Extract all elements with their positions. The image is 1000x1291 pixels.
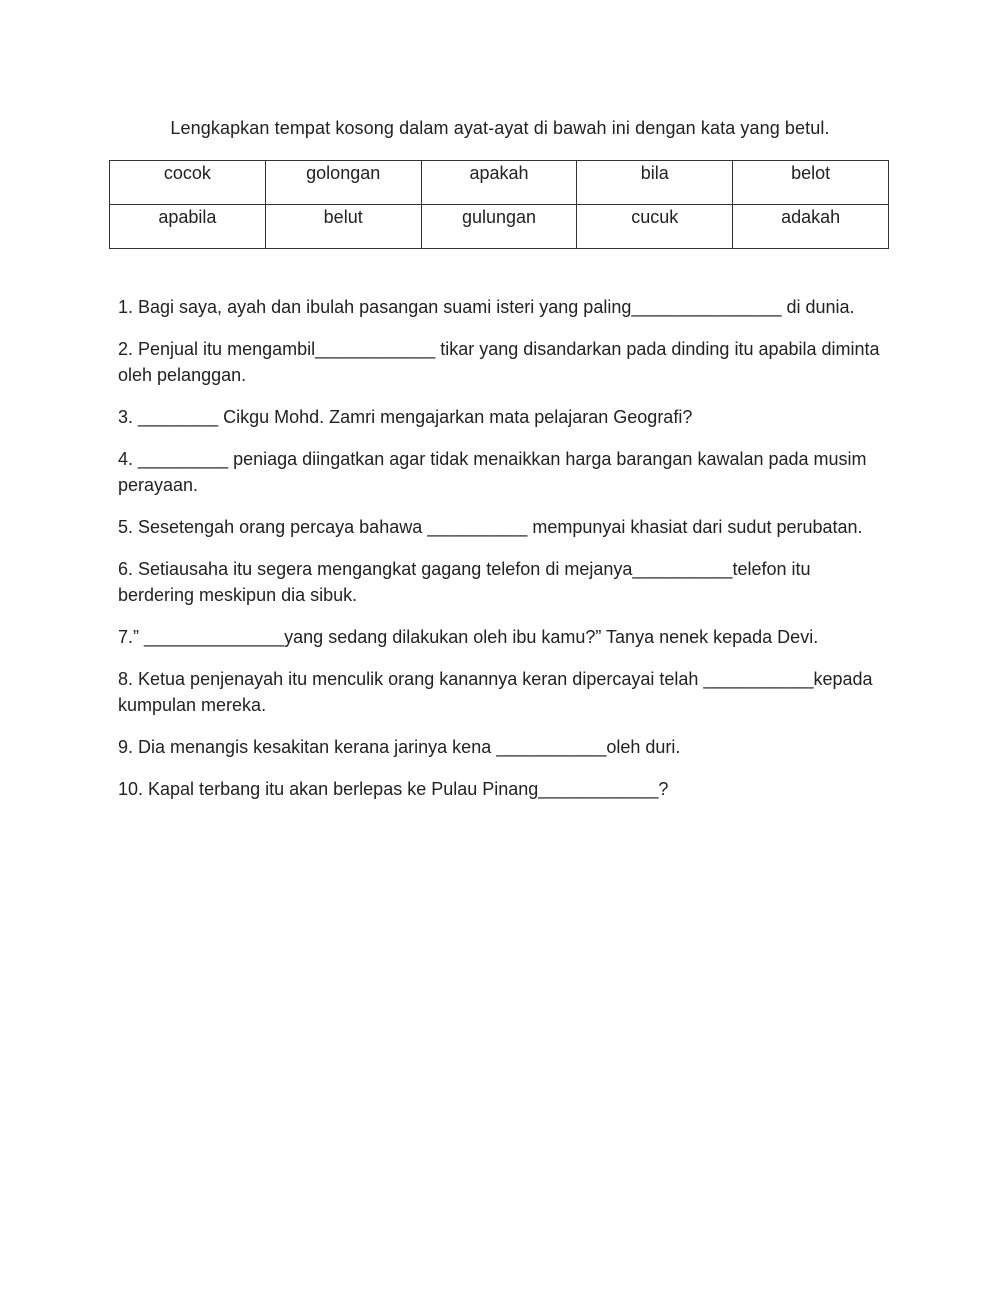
question-list — [118, 294, 888, 818]
question-4: 4. _________ peniaga diingatkan agar tidak menaikkan harga barangan kawalan pada musim perayaan. — [118, 449, 867, 495]
word-bank-cell: belut — [265, 205, 421, 249]
word-bank-cell: apakah — [421, 161, 577, 205]
word-bank-cell: golongan — [265, 161, 421, 205]
word-bank-cell: bila — [577, 161, 733, 205]
instruction-text: Lengkapkan tempat kosong dalam ayat-ayat di bawah ini dengan kata yang betul. — [170, 118, 830, 138]
word-bank-cell: belot — [733, 161, 889, 205]
word-bank-table — [109, 160, 889, 249]
question-7: 7.” ______________yang sedang dilakukan oleh ibu kamu?” Tanya nenek kepada Devi. — [118, 627, 819, 647]
question-10: 10. Kapal terbang itu akan berlepas ke Pulau Pinang____________? — [118, 779, 669, 799]
word-bank-cell: cocok — [110, 161, 266, 205]
question-9: 9. Dia menangis kesakitan kerana jarinya kena ___________oleh duri. — [118, 737, 681, 757]
question-5: 5. Sesetengah orang percaya bahawa __________ mempunyai khasiat dari sudut perubatan. — [118, 517, 863, 537]
word-bank-cell: cucuk — [577, 205, 733, 249]
word-bank-row — [110, 161, 889, 205]
word-bank-row — [110, 205, 889, 249]
question-8: 8. Ketua penjenayah itu menculik orang kanannya keran dipercayai telah ___________kepada kumpulan mereka. — [118, 669, 873, 715]
question-1: 1. Bagi saya, ayah dan ibulah pasangan suami isteri yang paling_______________ di dunia. — [118, 297, 855, 317]
question-6: 6. Setiausaha itu segera mengangkat gagang telefon di mejanya__________telefon itu berdering meskipun dia sibuk. — [118, 559, 811, 605]
word-bank-cell: adakah — [733, 205, 889, 249]
word-bank-cell: gulungan — [421, 205, 577, 249]
word-bank-cell: apabila — [110, 205, 266, 249]
question-2: 2. Penjual itu mengambil____________ tikar yang disandarkan pada dinding itu apabila diminta oleh pelanggan. — [118, 339, 880, 385]
question-3: 3. ________ Cikgu Mohd. Zamri mengajarkan mata pelajaran Geografi? — [118, 407, 693, 427]
